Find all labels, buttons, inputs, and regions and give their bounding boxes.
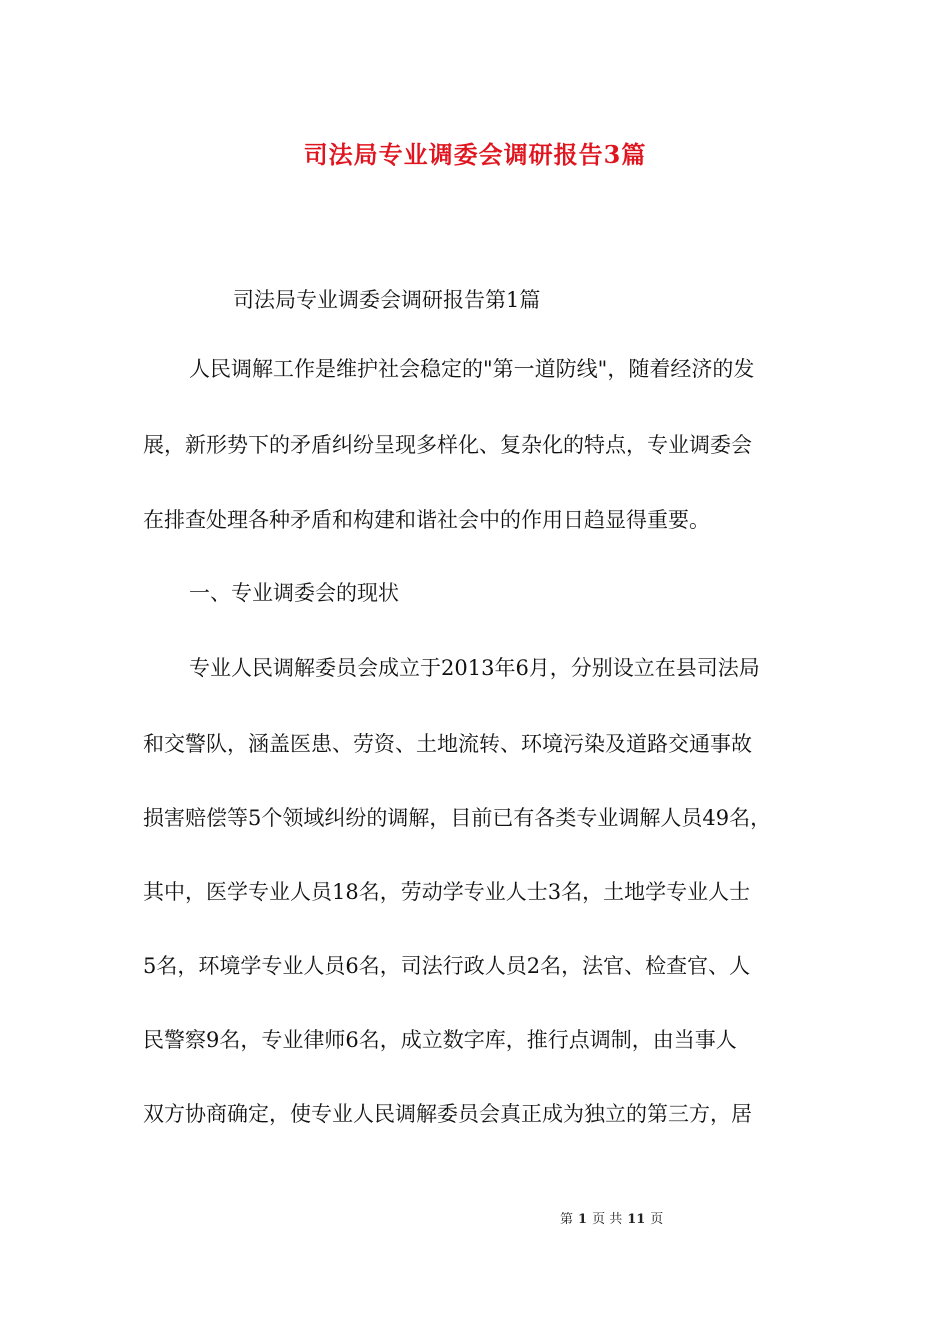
footer-suffix: 页 bbox=[650, 1212, 664, 1227]
footer-total-pages: 11 bbox=[627, 1212, 646, 1227]
footer-mid: 页 共 bbox=[592, 1212, 623, 1227]
paragraph-line: 专业人民调解委员会成立于2013年6月，分别设立在县司法局 bbox=[189, 656, 760, 680]
subsection-heading: 一、专业调委会的现状 bbox=[189, 581, 399, 605]
page-footer bbox=[560, 1208, 820, 1227]
footer-current-page: 1 bbox=[578, 1212, 588, 1227]
paragraph-line: 和交警队，涵盖医患、劳资、土地流转、环境污染及道路交通事故 bbox=[143, 732, 752, 756]
document-title: 司法局专业调委会调研报告3篇 bbox=[303, 140, 647, 169]
paragraph-line: 其中，医学专业人员18名，劳动学专业人士3名，土地学专业人士 bbox=[143, 880, 751, 904]
paragraph-line: 人民调解工作是维护社会稳定的"第一道防线"，随着经济的发 bbox=[189, 357, 755, 381]
paragraph-line: 5名，环境学专业人员6名，司法行政人员2名，法官、检查官、人 bbox=[143, 954, 751, 978]
paragraph-line: 双方协商确定，使专业人民调解委员会真正成为独立的第三方，居 bbox=[143, 1102, 752, 1126]
paragraph-line: 展，新形势下的矛盾纠纷呈现多样化、复杂化的特点，专业调委会 bbox=[143, 433, 752, 457]
paragraph-line: 损害赔偿等5个领域纠纷的调解，目前已有各类专业调解人员49名， bbox=[143, 806, 772, 830]
paragraph-line: 民警察9名，专业律师6名，成立数字库，推行点调制，由当事人 bbox=[143, 1028, 737, 1052]
footer-prefix: 第 bbox=[560, 1212, 574, 1227]
paragraph-line: 在排查处理各种矛盾和构建和谐社会中的作用日趋显得重要。 bbox=[143, 508, 710, 532]
section-heading-report-1: 司法局专业调委会调研报告第1篇 bbox=[233, 288, 541, 312]
